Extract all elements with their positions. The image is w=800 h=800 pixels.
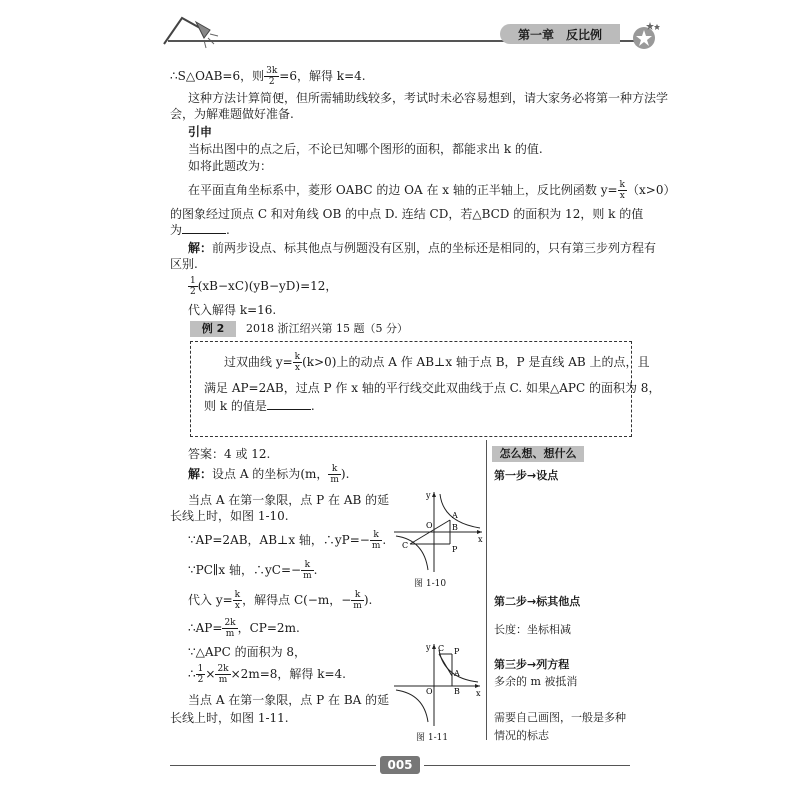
figure-1-10 bbox=[390, 488, 486, 576]
figure-caption: 图 1-11 bbox=[416, 733, 449, 743]
example-source: 2018 浙江绍兴第 15 题（5 分） bbox=[246, 322, 408, 335]
sidebar-heading: 怎么想、想什么 bbox=[492, 446, 584, 462]
text-line: ∴S△OAB=6，则 $\frac{3k}{2}$ =6，解得 k=4. bbox=[170, 66, 366, 87]
text-line: 的图象经过顶点 C 和对角线 OB 的中点 D. 连结 CD，若△BCD 的面积为 12，则 k 的值 bbox=[170, 207, 644, 221]
text-line: ∵PC∥x 轴，∴yC=− $\frac{k}{m}$ . bbox=[188, 560, 318, 581]
text-line: 长线上时，如图 1-10. bbox=[170, 509, 289, 523]
text-line: 为 . bbox=[170, 223, 230, 237]
answer-line: 答案：4 或 12. bbox=[188, 447, 271, 461]
text-line: 如将此题改为： bbox=[188, 159, 273, 173]
sidebar-note: 多余的 m 被抵消 bbox=[494, 675, 578, 688]
sidebar-note: 需要自己画图，一般是多种 bbox=[494, 711, 626, 724]
text-line: 当标出图中的点之后，不论已知哪个图形的面积，都能求出 k 的值. bbox=[188, 142, 543, 156]
chapter-tab bbox=[500, 24, 620, 44]
fig-label-b: B bbox=[452, 523, 458, 532]
chapter-title: 反比例 bbox=[566, 27, 603, 42]
section-heading: 引申 bbox=[188, 125, 213, 139]
text-line: 会，为解难题做好准备. bbox=[170, 107, 294, 121]
sidebar-note: 长度：坐标相减 bbox=[494, 623, 571, 636]
fig-label-c: C bbox=[402, 541, 409, 550]
text-line: ∴ $\frac{1}{2}$ × $\frac{2k}{m}$ ×2m=8，解得 k=4. bbox=[188, 664, 346, 685]
equation-line: $\frac{1}{2}$ (xB−xC)(yB−yD)=12， bbox=[190, 276, 338, 297]
fig-label-a: A bbox=[452, 511, 458, 520]
text-line: 解：设点 A 的坐标为(m， $\frac{k}{m}$ ). bbox=[188, 464, 350, 485]
text-line: 当点 A 在第一象限，点 P 在 BA 的延 bbox=[188, 693, 390, 707]
fig-label-p: P bbox=[454, 647, 460, 656]
fig-label-o: O bbox=[426, 687, 433, 696]
text-line: 代入解得 k=16. bbox=[188, 303, 277, 317]
example-text: 满足 AP=2AB，过点 P 作 x 轴的平行线交此双曲线于点 C. 如果△APC 的面积为 8， bbox=[204, 381, 661, 395]
fig-label-y: y bbox=[426, 643, 431, 652]
text-line: 区别. bbox=[170, 257, 198, 271]
fig-label-y: y bbox=[426, 491, 431, 500]
text-line: 长线上时，如图 1-11. bbox=[170, 711, 289, 725]
fig-label-p: P bbox=[452, 545, 458, 554]
fig-label-x: x bbox=[476, 689, 481, 698]
star-icon bbox=[626, 20, 662, 50]
header-lamp-icon bbox=[160, 10, 220, 50]
answer-blank bbox=[267, 398, 311, 410]
figure-1-11 bbox=[392, 642, 484, 728]
figure-caption: 图 1-10 bbox=[414, 579, 447, 589]
fig-label-a: A bbox=[454, 669, 460, 678]
text-line: 解：前两步设点、标其他点与例题没有区别，点的坐标还是相同的，只有第三步列方程有 bbox=[188, 241, 657, 255]
text-line: ∵△APC 的面积为 8， bbox=[188, 645, 307, 659]
footer-rule-right bbox=[424, 765, 630, 766]
sidebar-step-1: 第一步→设点 bbox=[494, 469, 559, 482]
text-line: 代入 y= $\frac{k}{x}$ ，解得点 C(−m，− $\frac{k}{m}$ ). bbox=[188, 590, 373, 611]
fig-label-c: C bbox=[438, 644, 445, 653]
footer-rule-left bbox=[170, 765, 376, 766]
sidebar-step-2: 第二步→标其他点 bbox=[494, 595, 581, 608]
sidebar-rule bbox=[486, 440, 488, 740]
example-tag: 例 2 bbox=[190, 321, 236, 337]
example-text: 过双曲线 y= $\frac{k}{x}$ (k>0)上的动点 A 作 AB⊥x 轴于点 B，P 是直线 AB 上的点，且 bbox=[224, 352, 650, 373]
text-line: 在平面直角坐标系中，菱形 OABC 的边 OA 在 x 轴的正半轴上，反比例函数 y= $\frac{k}{x}$ （x>0） bbox=[188, 180, 676, 201]
text-line: 当点 A 在第一象限，点 P 在 AB 的延 bbox=[188, 493, 390, 507]
sidebar-step-3: 第三步→列方程 bbox=[494, 658, 570, 671]
text-line: 这种方法计算简便，但所需辅助线较多，考试时未必容易想到，请大家务必将第一种方法学 bbox=[188, 91, 669, 105]
page-number: 005 bbox=[380, 756, 420, 774]
text-line: ∴AP= $\frac{2k}{m}$ ，CP=2m. bbox=[188, 618, 300, 639]
fig-label-b: B bbox=[454, 687, 460, 696]
chapter-number: 第一章 bbox=[517, 27, 554, 42]
answer-blank bbox=[182, 222, 226, 234]
example-text: 则 k 的值是 . bbox=[204, 399, 315, 413]
fig-label-x: x bbox=[478, 535, 483, 544]
sidebar-note: 情况的标志 bbox=[494, 729, 549, 742]
fig-label-o: O bbox=[426, 521, 433, 530]
text-line: ∵AP=2AB，AB⊥x 轴，∴yP=− $\frac{k}{m}$ . bbox=[188, 530, 387, 551]
